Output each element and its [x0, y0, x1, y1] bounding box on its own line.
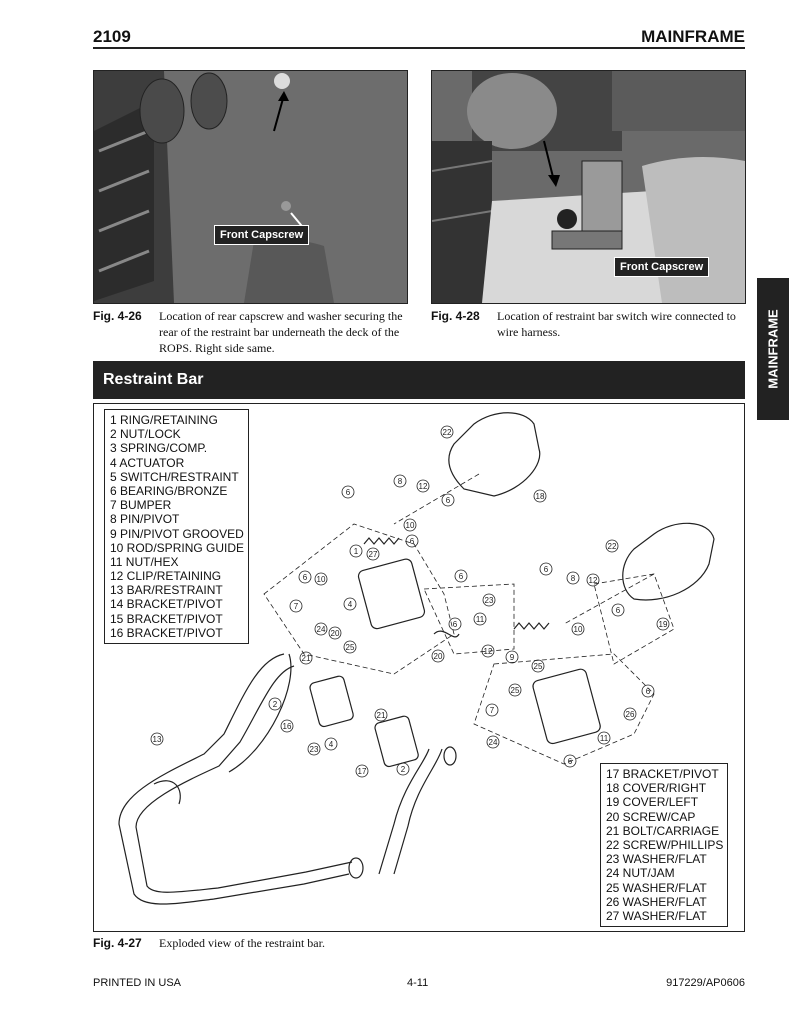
svg-text:17: 17 [357, 767, 367, 776]
svg-text:6: 6 [452, 620, 458, 629]
svg-text:26: 26 [625, 710, 635, 719]
photo-rear-capscrew [93, 70, 408, 304]
section-title: Restraint Bar [103, 371, 204, 388]
footer-doc-number: 917229/AP0606 [666, 977, 745, 989]
svg-text:21: 21 [376, 711, 386, 720]
svg-text:25: 25 [345, 643, 355, 652]
model-number: 2109 [93, 27, 131, 46]
section-heading: MAINFRAME [641, 27, 745, 46]
part-list-item: 3 SPRING/COMP. [110, 441, 208, 456]
svg-text:24: 24 [488, 738, 498, 747]
side-section-tab [757, 278, 789, 420]
part-list-item: 10 ROD/SPRING GUIDE [110, 540, 245, 555]
svg-text:18: 18 [535, 492, 545, 501]
svg-text:11: 11 [599, 734, 609, 743]
fig-label: Fig. 4-28 [431, 309, 480, 323]
part-list-item: 12 CLIP/RETAINING [110, 569, 222, 584]
part-list-item: 14 BRACKET/PIVOT [110, 597, 223, 612]
svg-text:10: 10 [573, 625, 583, 634]
part-list-item: 9 PIN/PIVOT GROOVED [110, 526, 244, 541]
part-list-item: 17 BRACKET/PIVOT [606, 767, 719, 781]
part-list-item: 15 BRACKET/PIVOT [110, 611, 223, 626]
svg-text:10: 10 [405, 521, 415, 530]
part-list-item: 7 BUMPER [110, 498, 172, 513]
fig-caption-text: Location of rear capscrew and washer securing the rear of the restraint bar underneath the deck of the ROPS. Right side same. [159, 309, 403, 355]
svg-text:2: 2 [400, 765, 406, 774]
svg-text:12: 12 [418, 482, 428, 491]
svg-text:22: 22 [607, 542, 617, 551]
svg-text:4: 4 [328, 740, 334, 749]
svg-text:1: 1 [353, 547, 359, 556]
svg-text:20: 20 [330, 629, 340, 638]
footer-page-number: 4-11 [407, 977, 429, 989]
svg-text:6: 6 [345, 488, 351, 497]
part-list-item: 16 BRACKET/PIVOT [110, 625, 223, 640]
svg-text:6: 6 [302, 573, 308, 582]
svg-text:27: 27 [368, 550, 378, 559]
part-list-item: 11 NUT/HEX [110, 554, 179, 569]
parts-legend-right [600, 763, 728, 927]
svg-text:16: 16 [282, 722, 292, 731]
svg-text:8: 8 [397, 477, 403, 486]
svg-text:25: 25 [533, 662, 543, 671]
svg-text:2: 2 [272, 700, 278, 709]
svg-text:7: 7 [293, 602, 299, 611]
fig-label: Fig. 4-27 [93, 936, 142, 950]
svg-text:13: 13 [152, 735, 162, 744]
svg-text:12: 12 [588, 576, 598, 585]
caption-fig-4-27 [93, 935, 493, 951]
svg-text:6: 6 [543, 565, 549, 574]
svg-text:24: 24 [316, 625, 326, 634]
part-list-item: 6 BEARING/BRONZE [110, 483, 228, 498]
part-list-item: 19 COVER/LEFT [606, 795, 699, 810]
svg-text:6: 6 [409, 537, 415, 546]
svg-text:6: 6 [567, 757, 573, 766]
part-list-item: 1 RING/RETAINING [110, 413, 218, 427]
part-list-item: 18 COVER/RIGHT [606, 781, 707, 796]
part-list-item: 5 SWITCH/RESTRAINT [110, 469, 239, 484]
svg-text:11: 11 [475, 615, 485, 624]
svg-text:22: 22 [442, 428, 452, 437]
svg-text:19: 19 [658, 620, 668, 629]
part-list-item: 2 NUT/LOCK [110, 427, 181, 442]
part-list-item: 20 SCREW/CAP [606, 809, 696, 824]
part-list-item: 8 PIN/PIVOT [110, 512, 180, 527]
part-list-item: 25 WASHER/FLAT [606, 880, 707, 895]
fig-label: Fig. 4-26 [93, 309, 142, 323]
part-list-item: 21 BOLT/CARRIAGE [606, 823, 720, 838]
svg-text:6: 6 [458, 572, 464, 581]
svg-text:23: 23 [309, 745, 319, 754]
header-rule [93, 47, 745, 49]
parts-legend-left [104, 409, 249, 644]
svg-text:7: 7 [489, 706, 495, 715]
svg-text:6: 6 [445, 496, 451, 505]
svg-text:20: 20 [433, 652, 443, 661]
part-list-item: 27 WASHER/FLAT [606, 908, 707, 923]
footer-printed: PRINTED IN USA [93, 977, 182, 989]
svg-text:9: 9 [509, 653, 515, 662]
part-list-item: 13 BAR/RESTRAINT [110, 583, 223, 598]
fig-caption-text: Location of restraint bar switch wire connected to wire harness. [497, 309, 736, 339]
part-list-item: 24 NUT/JAM [606, 866, 675, 881]
svg-text:10: 10 [316, 575, 326, 584]
caption-fig-4-28 [431, 308, 749, 340]
svg-text:6: 6 [645, 687, 651, 696]
svg-text:6: 6 [615, 606, 621, 615]
svg-text:8: 8 [570, 574, 576, 583]
svg-text:23: 23 [484, 596, 494, 605]
caption-fig-4-26 [93, 308, 413, 356]
svg-text:12: 12 [483, 647, 493, 656]
side-tab-label: MAINFRAME [765, 309, 781, 389]
part-list-item: 26 WASHER/FLAT [606, 894, 707, 909]
fig-caption-text: Exploded view of the restraint bar. [159, 936, 325, 950]
part-list-item: 23 WASHER/FLAT [606, 852, 707, 867]
svg-text:21: 21 [301, 654, 311, 663]
part-list-item: 22 SCREW/PHILLIPS [606, 837, 724, 852]
svg-text:4: 4 [347, 600, 353, 609]
svg-text:25: 25 [510, 686, 520, 695]
section-title-bar [93, 361, 745, 399]
callout-front-capscrew-1: Front Capscrew [214, 225, 309, 245]
callout-front-capscrew-2: Front Capscrew [614, 257, 709, 277]
part-list-item: 4 ACTUATOR [110, 455, 185, 470]
